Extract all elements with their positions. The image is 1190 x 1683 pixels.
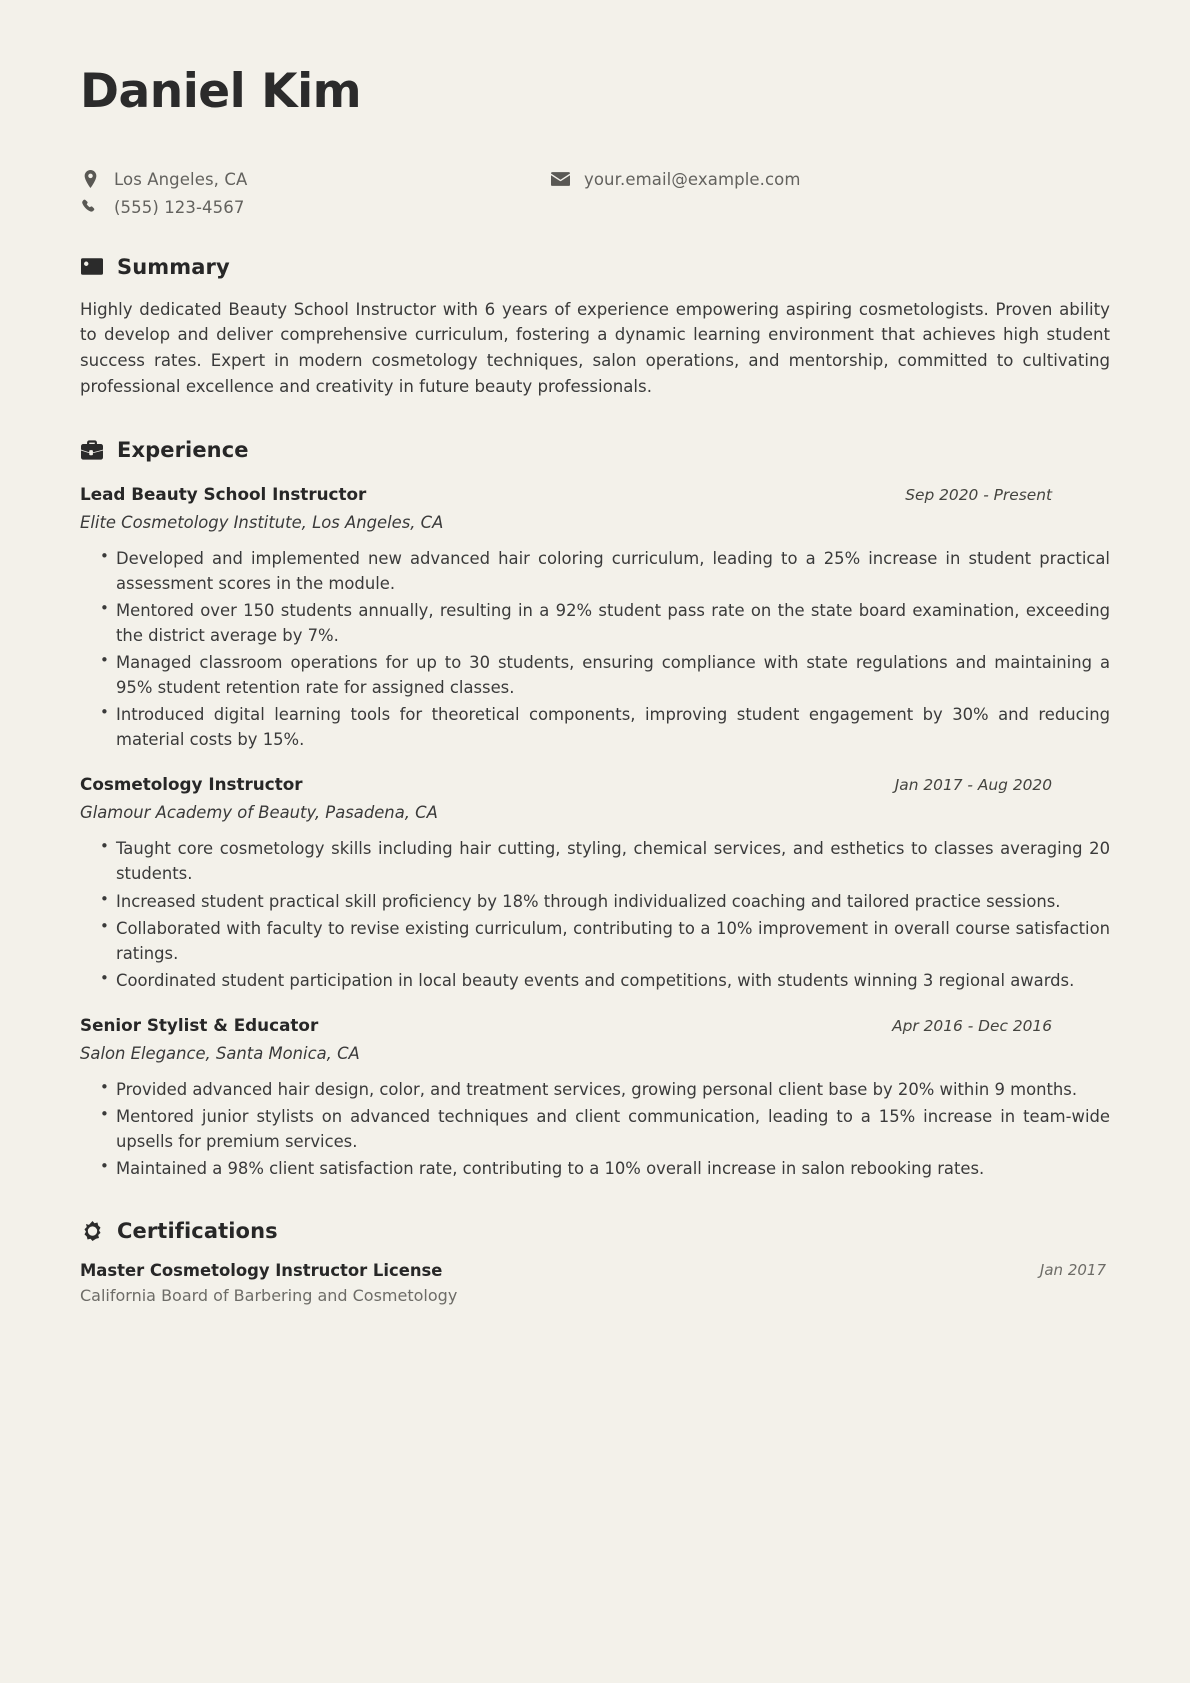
experience-item-header xyxy=(80,484,1110,504)
job-bullet: • Mentored junior stylists on advanced techniques and client communication, leading to a 15% increase in team-wide upsells for premium services. xyxy=(100,1104,1110,1154)
contact-phone xyxy=(80,198,550,217)
section-summary-title: Summary xyxy=(117,254,230,279)
location-pin-icon xyxy=(80,170,100,188)
contact-phone-text: (555) 123-4567 xyxy=(114,197,245,217)
job-organization: Glamour Academy of Beauty, Pasadena, CA xyxy=(80,803,438,823)
contact-column-left xyxy=(80,170,550,217)
job-bullet: • Increased student practical skill proficiency by 18% through individualized coaching and tailored practice sessions. xyxy=(100,889,1110,914)
job-bullet: • Managed classroom operations for up to 30 students, ensuring compliance with state regulations and maintaining a 95% student retention rate for assigned classes. xyxy=(100,650,1110,700)
section-summary-header xyxy=(80,255,1110,279)
section-certifications-header xyxy=(80,1219,1110,1243)
envelope-icon xyxy=(550,172,570,186)
section-certifications-title: Certifications xyxy=(117,1219,278,1244)
job-bullet: • Maintained a 98% client satisfaction rate, contributing to a 10% overall increase in salon rebooking rates. xyxy=(100,1156,1110,1181)
job-bullets xyxy=(80,546,1110,753)
job-bullet: • Introduced digital learning tools for theoretical components, improving student engagement by 30% and reducing material costs by 15%. xyxy=(100,702,1110,752)
experience-item-header xyxy=(80,1015,1110,1035)
certification-issuer: California Board of Barbering and Cosmetology xyxy=(80,1286,458,1306)
experience-item xyxy=(80,774,1110,993)
experience-item-header xyxy=(80,774,1110,794)
id-card-icon xyxy=(80,255,104,279)
job-organization: Elite Cosmetology Institute, Los Angeles, CA xyxy=(80,512,444,532)
section-experience xyxy=(80,438,1110,1182)
experience-item xyxy=(80,484,1110,753)
job-title: Senior Stylist & Educator xyxy=(80,1014,319,1035)
summary-text: Highly dedicated Beauty School Instructor with 6 years of experience empowering aspiring cosmetologists. Proven ability to develop and deliver comprehensive curriculum, fostering a dynamic learning environment that achieves high student success rates. Expert in modern cosmetology techniques, salon operations, and mentorship, committed to cultivating professional excellence and creativity in future beauty professionals. xyxy=(80,299,1110,396)
job-bullet: • Taught core cosmetology skills including hair cutting, styling, chemical services, and esthetics to classes averaging 20 students. xyxy=(100,836,1110,886)
job-dates: Sep 2020 - Present xyxy=(905,485,1052,504)
section-summary xyxy=(80,255,1110,400)
briefcase-icon xyxy=(80,438,104,462)
section-certifications xyxy=(80,1219,1110,1305)
contact-email xyxy=(550,170,801,189)
job-bullet: • Provided advanced hair design, color, and treatment services, growing personal client base by 20% within 9 months. xyxy=(100,1077,1110,1102)
badge-icon xyxy=(80,1219,104,1243)
contact-email-text: your.email@example.com xyxy=(584,169,801,189)
contact-block xyxy=(80,170,1110,217)
job-organization: Salon Elegance, Santa Monica, CA xyxy=(80,1043,360,1063)
section-experience-title: Experience xyxy=(117,437,249,462)
job-bullet: • Developed and implemented new advanced hair coloring curriculum, leading to a 25% increase in student practical assessment scores in the module. xyxy=(100,546,1110,596)
certification-name: Master Cosmetology Instructor License xyxy=(80,1261,443,1281)
phone-icon xyxy=(80,199,100,215)
experience-item xyxy=(80,1015,1110,1181)
job-bullet: • Mentored over 150 students annually, resulting in a 92% student pass rate on the state board examination, exceeding the district average by 7%. xyxy=(100,598,1110,648)
contact-column-right xyxy=(550,170,801,189)
job-dates: Apr 2016 - Dec 2016 xyxy=(892,1016,1052,1035)
job-title: Lead Beauty School Instructor xyxy=(80,483,367,504)
certification-date: Jan 2017 xyxy=(1039,1261,1106,1280)
page-title: Daniel Kim xyxy=(80,64,362,119)
job-bullet: • Collaborated with faculty to revise existing curriculum, contributing to a 10% improvement in overall course satisfaction ratings. xyxy=(100,916,1110,966)
contact-location-text: Los Angeles, CA xyxy=(114,169,248,189)
job-bullet: • Coordinated student participation in local beauty events and competitions, with students winning 3 regional awards. xyxy=(100,968,1110,993)
job-title: Cosmetology Instructor xyxy=(80,774,303,795)
certification-text-block xyxy=(80,1261,457,1305)
job-dates: Jan 2017 - Aug 2020 xyxy=(894,776,1052,795)
job-bullets xyxy=(80,836,1110,993)
job-bullets xyxy=(80,1077,1110,1181)
contact-location xyxy=(80,170,550,189)
certification-item xyxy=(80,1261,1110,1305)
section-experience-header xyxy=(80,438,1110,462)
